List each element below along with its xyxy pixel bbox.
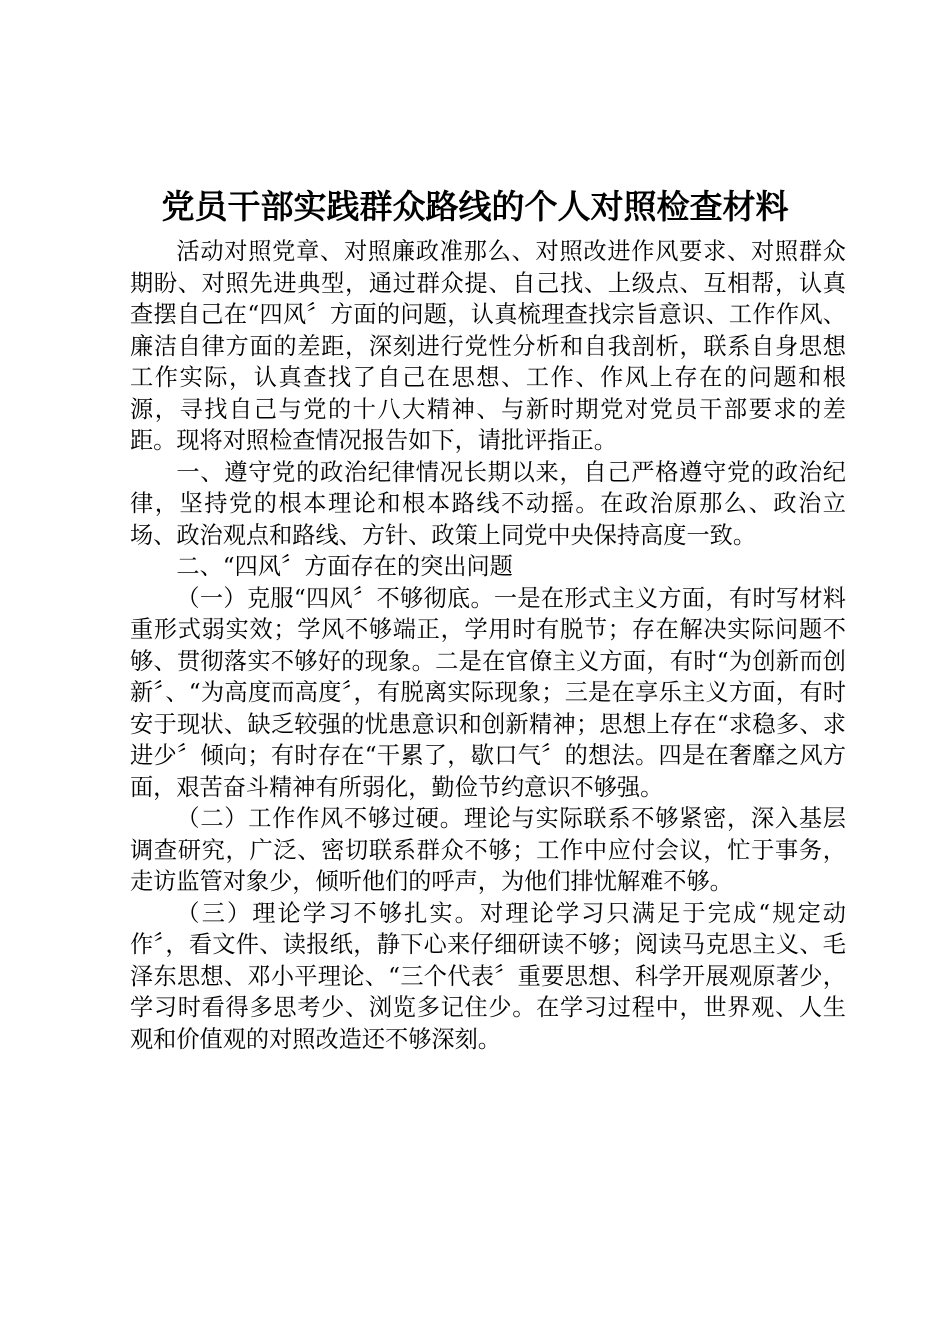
paragraph-item-3: （三）理论学习不够扎实。对理论学习只满足于完成“规定动作〞，看文件、读报纸，静下心来仔细研读不够；阅读马克思主义、毛泽东思想、邓小平理论、“三个代表〞重要思想、科学开展观原著少，学习时看得多思考少、浏览多记住少。在学习过程中，世界观、人生观和价值观的对照改造还不够深刻。: [130, 899, 846, 1053]
document-body: [130, 236, 846, 1055]
paragraph-section-1: 一、遵守党的政治纪律情况长期以来，自己严格遵守党的政治纪律，坚持党的根本理论和根本路线不动摇。在政治原那么、政治立场、政治观点和路线、方针、政策上同党中央保持高度一致。: [130, 458, 846, 549]
paragraph-section-2-heading: 二、“四风〞方面存在的突出问题: [176, 553, 513, 580]
document-title: 党员干部实践群众路线的个人对照检查材料: [161, 187, 789, 226]
paragraph-intro: 活动对照党章、对照廉政准那么、对照改进作风要求、对照群众期盼、对照先进典型，通过群众提、自己找、上级点、互相帮，认真查摆自己在“四风〞方面的问题，认真梳理查找宗旨意识、工作作风、廉洁自律方面的差距，深刻进行党性分析和自我剖析，联系自身思想工作实际，认真查找了自己在思想、工作、作风上存在的问题和根源，寻找自己与党的十八大精神、与新时期党对党员干部要求的差距。现将对照检查情况报告如下，请批评指正。: [130, 238, 846, 454]
paragraph-item-2: （二）工作作风不够过硬。理论与实际联系不够紧密，深入基层调查研究，广泛、密切联系群众不够；工作中应付会议，忙于事务，走访监管对象少，倾听他们的呼声，为他们排忧解难不够。: [130, 805, 846, 895]
paragraph-item-1: （一）克服“四风〞不够彻底。一是在形式主义方面，有时写材料重形式弱实效；学风不够端正，学用时有脱节；存在解决实际问题不够、贯彻落实不够好的现象。二是在官僚主义方面，有时“为创新而创新〞、“为高度而高度〞，有脱离实际现象；三是在享乐主义方面，有时安于现状、缺乏较强的忧患意识和创新精神；思想上存在“求稳多、求进少〞倾向；有时存在“干累了，歇口气〞的想法。四是在奢靡之风方面，艰苦奋斗精神有所弱化，勤俭节约意识不够强。: [130, 584, 846, 801]
